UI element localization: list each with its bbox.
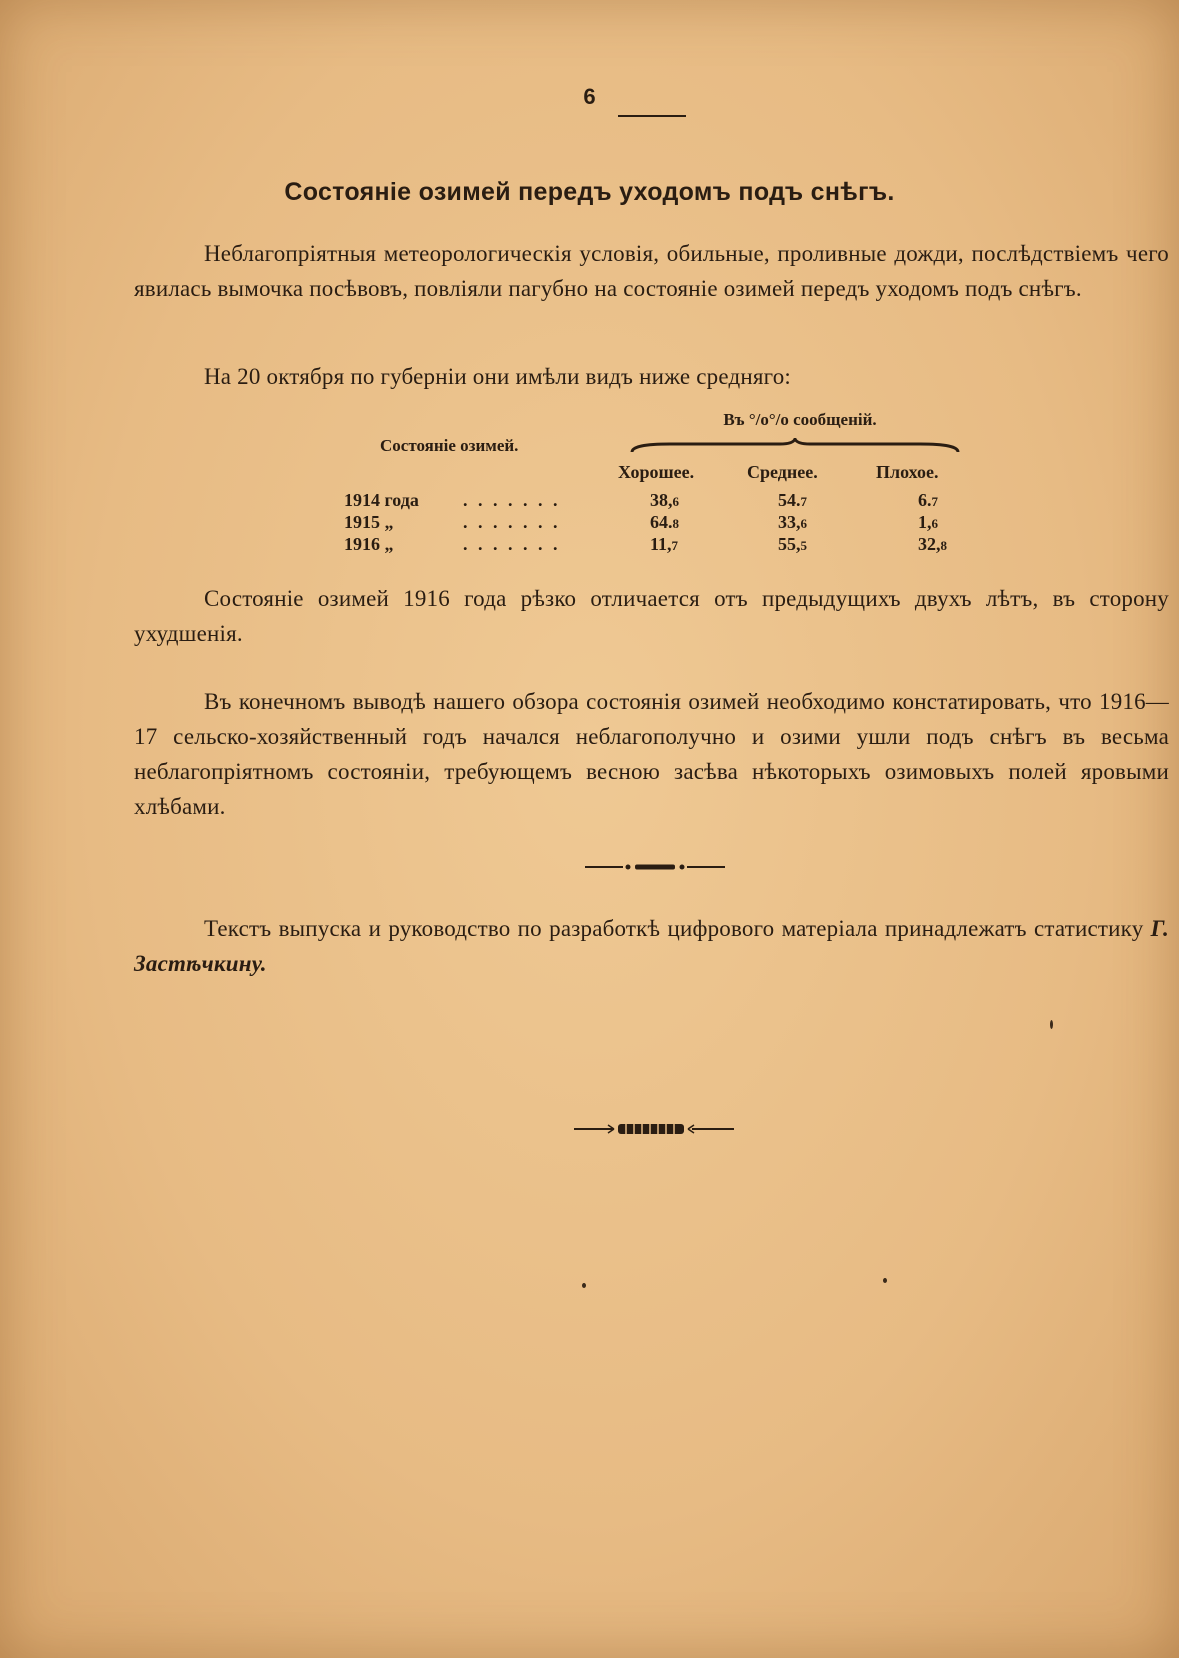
paragraph-4: Въ конечномъ выводѣ нашего обзора состоянiя озимей необходимо констатировать, что 1916—17 сельско-хозяйственный годъ начался неблагополучно и озими ушли подъ снѣгъ въ весьма неблагопрiятномъ состоянiи, требующемъ весною засѣва нѣкоторыхъ озимовыхъ полей яровыми хлѣбами. <box>134 689 1169 819</box>
end-ornament <box>574 1122 734 1136</box>
table-row-header: Состоянiе озимей. <box>380 436 519 455</box>
row-leader-dots: . . . . . . . <box>463 490 561 510</box>
paper-speck <box>1050 1020 1053 1029</box>
table-row <box>0 490 1179 514</box>
cell-average: 54.7 <box>778 490 807 510</box>
page-number-rule <box>618 115 686 117</box>
column-header-bad: Плохое. <box>876 462 939 482</box>
page-number: 6 <box>583 84 596 109</box>
paragraph-1: Неблагопрiятныя метеорологическiя условiя, обильные, проливные дожди, послѣдствiемъ чего явилась вымочка посѣвовъ, повлiяли пагубно на состоянiе озимей передъ уходомъ подъ снѣгъ. <box>134 241 1169 301</box>
row-leader-dots: . . . . . . . <box>463 534 561 554</box>
cell-good: 38,6 <box>650 490 679 510</box>
cell-good: 64.8 <box>650 512 679 532</box>
paragraph-3: Состоянiе озимей 1916 года рѣзко отличается отъ предыдущихъ двухъ лѣтъ, въ сторону ухудшенiя. <box>134 586 1169 646</box>
cell-good: 11,7 <box>650 534 679 554</box>
row-year: 1915 „ <box>344 512 394 532</box>
cell-average: 55,5 <box>778 534 807 554</box>
paper-speck <box>883 1278 887 1283</box>
table-brace <box>630 438 960 454</box>
table-row <box>0 512 1179 536</box>
paragraph-5 <box>134 911 1169 981</box>
row-year: 1916 „ <box>344 534 394 554</box>
author-name: Г. Застѣчкину. <box>134 916 1169 976</box>
paragraph-2: На 20 октября по губернiи они имѣли видъ ниже средняго: <box>204 364 791 389</box>
column-header-good: Хорошее. <box>618 462 695 482</box>
row-leader-dots: . . . . . . . <box>463 512 561 532</box>
column-header-average: Среднее. <box>747 462 818 482</box>
table-group-header: Въ °/о°/о сообщенiй. <box>723 410 877 429</box>
row-year: 1914 года <box>344 490 419 510</box>
table-row <box>0 534 1179 558</box>
section-separator <box>585 863 725 871</box>
cell-bad: 32,8 <box>918 534 947 554</box>
paper-speck <box>582 1283 586 1288</box>
cell-bad: 1,6 <box>918 512 938 532</box>
section-title: Состоянiе озимей передъ уходомъ подъ снѣгъ. <box>284 178 895 206</box>
cell-average: 33,6 <box>778 512 807 532</box>
cell-bad: 6.7 <box>918 490 938 510</box>
credits-text: Текстъ выпуска и руководство по разработкѣ цифрового матерiала принадлежатъ статистику <box>204 916 1144 941</box>
